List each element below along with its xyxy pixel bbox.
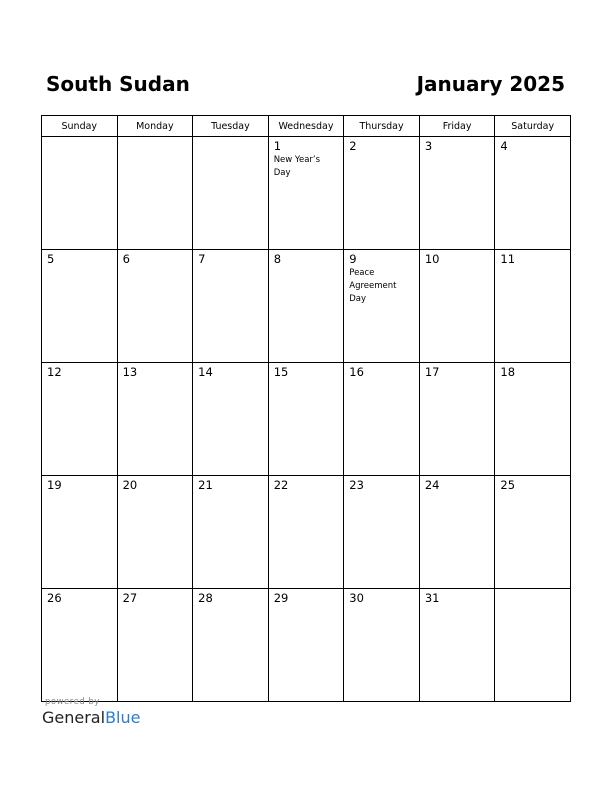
- day-number: 3: [424, 139, 433, 153]
- weekday-header: Wednesday: [268, 116, 344, 137]
- day-cell: [344, 363, 420, 476]
- day-number: 29: [273, 591, 289, 605]
- day-cell: [344, 589, 420, 702]
- day-cell: [42, 137, 118, 250]
- day-number: 13: [122, 365, 138, 379]
- day-cell: [42, 250, 118, 363]
- day-cell: [344, 250, 420, 363]
- week-row: [42, 250, 571, 363]
- day-cell: [495, 363, 571, 476]
- day-number: 24: [424, 478, 440, 492]
- day-number: 14: [198, 365, 213, 379]
- day-cell: [42, 476, 118, 589]
- calendar-grid: [41, 115, 571, 702]
- day-number: 10: [424, 252, 440, 266]
- day-cell: [193, 250, 269, 363]
- weekday-header-row: [42, 116, 571, 137]
- holiday-label: Peace Agreement Day: [349, 268, 397, 304]
- weekday-header: Monday: [117, 116, 193, 137]
- day-cell: [344, 476, 420, 589]
- week-row: [42, 589, 571, 702]
- day-number: 23: [349, 478, 364, 492]
- holiday-label: New Year’s Day: [273, 155, 321, 178]
- month-title: January 2025: [416, 72, 565, 96]
- weekday-header: Thursday: [344, 116, 420, 137]
- day-cell: [117, 363, 193, 476]
- day-number: 30: [349, 591, 364, 605]
- day-number: 20: [122, 478, 138, 492]
- day-cell: [419, 363, 495, 476]
- day-number: 22: [273, 478, 289, 492]
- day-number: 25: [500, 478, 516, 492]
- day-cell: [495, 589, 571, 702]
- generalblue-logo[interactable]: [42, 708, 140, 728]
- day-number: 31: [424, 591, 440, 605]
- day-number: 28: [198, 591, 213, 605]
- day-cell: [42, 363, 118, 476]
- day-number: 6: [122, 252, 130, 266]
- week-row: [42, 476, 571, 589]
- day-number: 2: [349, 139, 357, 153]
- day-cell: [193, 476, 269, 589]
- day-number: 12: [47, 365, 62, 379]
- day-cell: [42, 589, 118, 702]
- day-number: 19: [47, 478, 62, 492]
- day-cell: [495, 137, 571, 250]
- day-cell: [419, 250, 495, 363]
- day-number: 9: [349, 252, 357, 266]
- day-number: 8: [273, 252, 282, 266]
- day-cell: [117, 476, 193, 589]
- day-number: 7: [198, 252, 206, 266]
- powered-by-text: powered by: [45, 697, 100, 707]
- day-number: 16: [349, 365, 364, 379]
- week-row: [42, 363, 571, 476]
- day-cell: [268, 137, 344, 250]
- day-number: 11: [500, 252, 516, 266]
- weekday-header: Friday: [419, 116, 495, 137]
- day-cell: [495, 250, 571, 363]
- brand-general-text: General: [42, 708, 106, 727]
- day-number: 21: [198, 478, 213, 492]
- day-number: 27: [122, 591, 138, 605]
- week-row: [42, 137, 571, 250]
- day-cell: [419, 589, 495, 702]
- country-title: South Sudan: [46, 72, 190, 96]
- day-cell: [193, 363, 269, 476]
- weekday-header: Saturday: [495, 116, 571, 137]
- brand-blue-text: Blue: [105, 708, 141, 727]
- weekday-header: Tuesday: [193, 116, 269, 137]
- day-cell: [117, 589, 193, 702]
- weekday-header: Sunday: [42, 116, 118, 137]
- day-number: 5: [47, 252, 55, 266]
- day-number: 15: [273, 365, 289, 379]
- day-cell: [268, 363, 344, 476]
- day-cell: [268, 476, 344, 589]
- day-number: 17: [424, 365, 440, 379]
- day-number: 18: [500, 365, 516, 379]
- day-cell: [117, 137, 193, 250]
- day-cell: [344, 137, 420, 250]
- day-number: 4: [500, 139, 508, 153]
- day-cell: [193, 589, 269, 702]
- day-number: 26: [47, 591, 62, 605]
- day-cell: [419, 476, 495, 589]
- day-cell: [419, 137, 495, 250]
- day-cell: [268, 250, 344, 363]
- day-cell: [268, 589, 344, 702]
- day-number: 1: [273, 139, 282, 153]
- day-cell: [193, 137, 269, 250]
- day-cell: [117, 250, 193, 363]
- day-cell: [495, 476, 571, 589]
